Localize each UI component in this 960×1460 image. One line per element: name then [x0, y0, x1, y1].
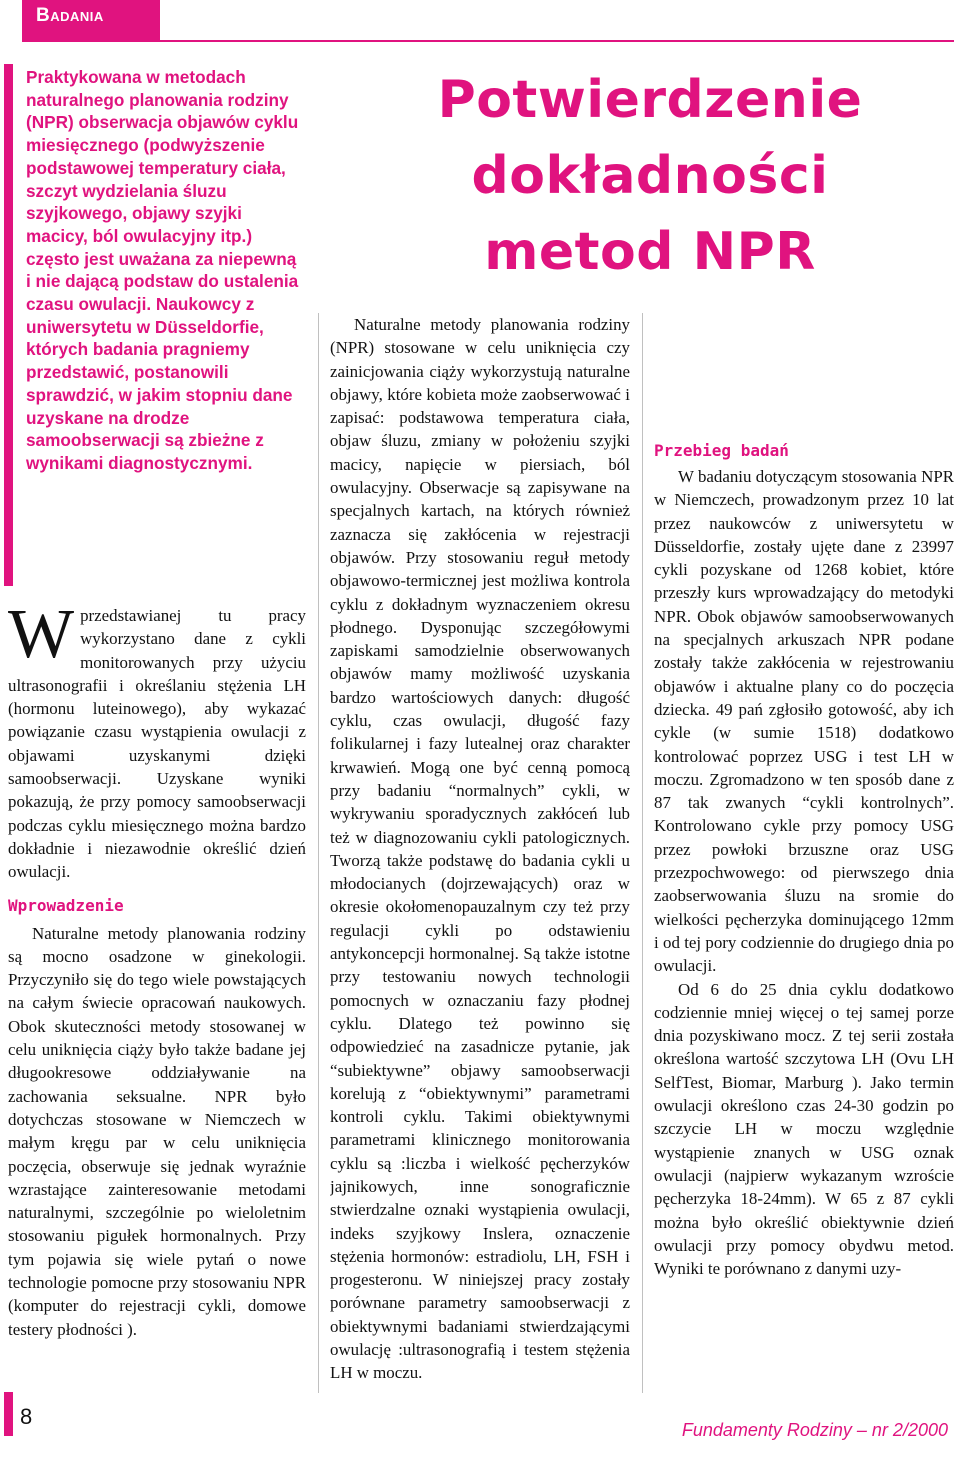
- lead-accent-bar: [4, 64, 13, 586]
- intro-paragraph: [8, 604, 306, 884]
- drop-cap: W: [8, 604, 75, 673]
- article-column-right: [654, 313, 954, 1393]
- journal-footer: Fundamenty Rodziny – nr 2/2000: [681, 1420, 948, 1440]
- article-column-middle: [330, 313, 630, 1393]
- header-divider: [22, 40, 954, 42]
- article-title: Potwierdzenie dokładności metod NPR: [437, 70, 863, 282]
- column-divider: [318, 313, 319, 1393]
- body-paragraph: Naturalne metody planowania rodziny są mocno osadzone w ginekologii. Przyczyniło się do tego wiele powstających na całym świecie opracowań naukowych. Obok skuteczności metody stosowanej w celu uniknięcia ciąży było także badane jej długookresowe oddziaływanie na zachowania seksualne. NPR było dotychczas stosowane w Niemczech w małym kręgu par w celu uniknięcia poczęcia, obserwuje się jednak wyraźnie wzrastające zainteresowanie metodami naturalnymi, szczególnie po wieloletnim stosowaniu pigułek hormonalnych. Przy tym pojawia się wiele pytań o nowe technologie pomocne przy stosowaniu NPR (komputer do rejestracji cykli, domowe testery płodności ).: [8, 923, 306, 1339]
- column-divider: [642, 313, 643, 1393]
- column-continuation: [654, 313, 954, 427]
- lead-paragraph: Praktykowana w metodach naturalnego planowania rodziny (NPR) obserwacja objawów cyklu miesięcznego (podwyższenie podstawowej temperatury ciała, szczyt wydzielania śluzu szyjkowego, objawy szyjki macicy, ból owulacyjny itp.) często jest uważana za niepewną i nie dającą podstaw do ustalenia czasu owulacji. Naukowcy z uniwersytetu w Düsseldorfie, których badania pragniemy przedstawić, postanowili sprawdzić, w jakim stopniu dane uzyskane na drodze samoobserwacji są zbieżne z wynikami diagnostycznymi.: [26, 67, 299, 473]
- page-number: 8: [20, 1404, 33, 1429]
- intro-text: przedstawianej tu pracy wykorzystano dane z cykli monitorowanych przy użyciu ultrasonografii i określaniu stężenia LH (hormonu luteinowego), aby wykazać powiązanie czasu wystąpienia owulacji z objawami uzyskanymi dzięki samoobserwacji. Uzyskane wyniki pokazują, że przy pomocy samoobserwacji podczas cyklu miesięcznego można bardzo dokładnie i niezawodnie określić dzień owulacji.: [8, 606, 306, 882]
- section-label: Badania: [22, 0, 160, 40]
- body-paragraph: W badaniu dotyczącym stosowania NPR w Niemczech, prowadzonym przez 10 lat przez naukowców z uniwersytetu w Düsseldorfie, zostały ujęte dane z 23997 cykli pozyskane od 1268 kobiet, które przeszły kurs wprowadzający do metodyki NPR. Obok objawów samoobserwowanych na specjalnych arkuszach NPR podane zostały także zakłócenia w rejestrowaniu objawów i aktualne plany co do poczęcia dziecka. 49 pań zgłosiło gotowość, aby ich cykle (w sumie 1518) dodatkowo kontrolować poprzez USG i test LH w moczu. Zgromadzono w ten sposób dane z 87 tak zwanych “cykli kontrolnych”. Kontrolowano cykle przy pomocy USG przez powłoki brzuszne oraz USG przezpochwowego: od pierwszego dnia zaobserwowania śluzu na sromie do wielkości pęcherzyka dominującego 12mm i od tej pory codziennie do drugiego dnia po owulacji.: [654, 467, 954, 976]
- page-number-bar: [4, 1392, 13, 1436]
- body-paragraph: Naturalne metody planowania rodziny (NPR) stosowane w celu uniknięcia czy zainicjowania ciąży wykorzystują naturalne objawy, które kobieta może zaobserwować i zapisać: podstawowa temperatura ciała, objaw śluzu, zmiany w położeniu szyjki macicy, napięcie w piersiach, ból owulacyjny. Obserwacje są zapisywane na specjalnych kartach, na których również zaznacza się zakłócenia w rejestracji objawów. Przy stosowaniu reguł metody objawowo-termicznej jest możliwa kontrola cyklu z dokładnym wyznaczeniem okresu płodnego. Dysponując szczegółowymi zapiskami samodzielnie obserwowanych objawów mamy możliwość uzyskania bardzo wartościowych danych: długość cyklu, czas owulacji, długość fazy folikularnej i fazy lutealnej oraz charakter krwawień. Mogą one być cenną pomocą przy badaniu “normalnych” cykli, w wykrywaniu sporadycznych zakłóceń lub też w diagnozowaniu cykli patologicznych. Tworzą także podstawę do badania cykli u młodocianych (dojrzewających) oraz w okresie okołomenopauzalnym czy też przy regulacji cykli po odstawieniu antykoncepcji hormonalnej. Są także istotne przy testowaniu nowych technologii pomocnych w oznaczaniu fazy płodnej cyklu. Dlatego też powinno się odpowiedzieć na zasadnicze pytanie, jak “subiektywne” objawy samoobserwacji korelują z “obiektywnymi” parametrami kontroli cyklu. Takimi obiektywnymi parametrami klinicznego monitorowania cyklu są :liczba i wielkość pęcherzyków jajnikowych, inne sonograficznie stwierdzalne oznaki wystąpienia owulacji, indeks szyjkowy Inslera, oznaczenie stężenia hormonów: estradiolu, LH, FSH i progesteronu. W niniejszej pracy zostały porównane parametry samoobserwacji z obiektywnymi badaniami stwierdzającymi owulację :ultrasonografią i testem stężenia LH w moczu.: [330, 315, 630, 1383]
- body-paragraph: Od 6 do 25 dnia cyklu dodatkowo codziennie mniej więcej o tej samej porze dnia pozyskiwano mocz. Z tej serii została określona wartość szczytowa LH (Ovu LH SelfTest, Biomar, Marburg ). Jako termin owulacji określono czas 24-30 godzin po szczycie LH w moczu względnie wystąpienie znanych w USG oznak owulacji (najpierw wykazanym wzroście pęcherzyka 18-24mm). W 65 z 87 cykli można było określić obiektywnie dzień owulacji przy pomocy obydwu metod. Wyniki te porównano z danymi uzy-: [654, 979, 954, 1279]
- section-heading-study: Przebieg badań: [654, 441, 789, 460]
- section-heading-introduction: Wprowadzenie: [8, 895, 124, 915]
- article-column-left: [8, 604, 306, 1394]
